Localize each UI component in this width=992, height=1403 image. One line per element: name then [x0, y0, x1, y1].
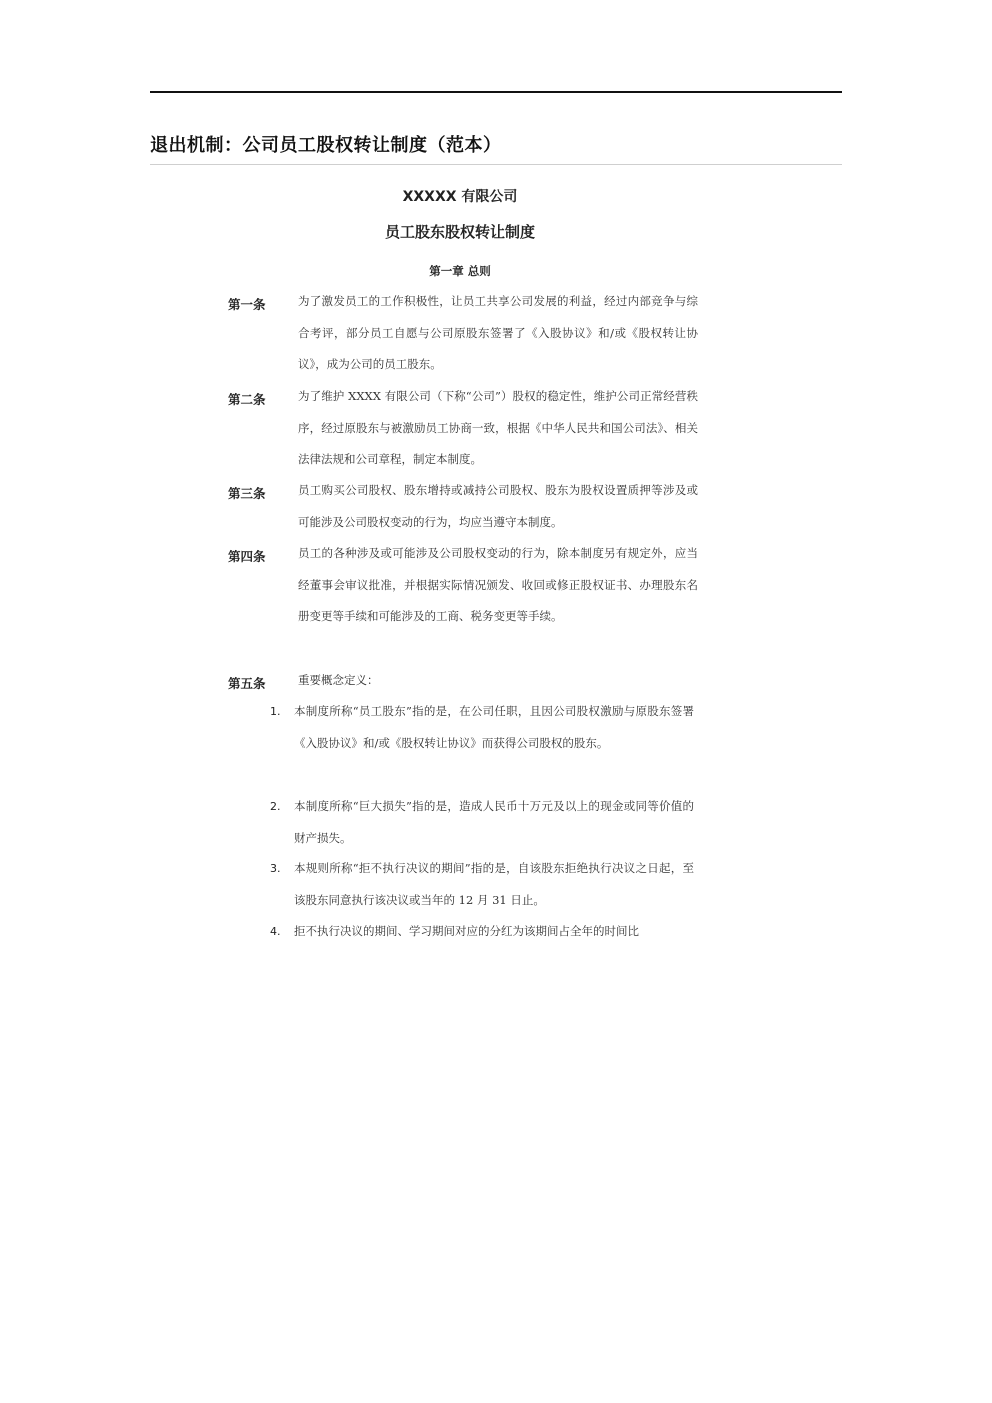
item-text: 本规则所称“拒不执行决议的期间”指的是，自该股东拒绝执行决议之日起，至该股东同意执行该决议或当年的 12 月 31 日止。: [294, 861, 694, 907]
item-number: 3.: [270, 862, 281, 875]
document-title: 员工股东股权转让制度: [384, 223, 535, 241]
article-text: 员工的各种涉及或可能涉及公司股权变动的行为，除本制度另有规定外，应当经董事会审议批准，并根据实际情况颁发、收回或修正股权证书、办理股东名册变更等手续和可能涉及的工商、税务变更等手续。: [298, 546, 698, 623]
title-divider: [150, 164, 842, 165]
item-text: 本制度所称“巨大损失”指的是，造成人民币十万元及以上的现金或同等价值的财产损失。: [294, 799, 694, 845]
item-text: 拒不执行决议的期间、学习期间对应的分红为该期间占全年的时间比: [294, 924, 639, 938]
top-rule: [150, 91, 842, 93]
item-number: 4.: [270, 925, 281, 938]
article-text: 员工购买公司股权、股东增持或减持公司股权、股东为股权设置质押等涉及或可能涉及公司股权变动的行为，均应当遵守本制度。: [298, 483, 698, 529]
article-number: 第一条: [228, 297, 266, 312]
item-text: 本制度所称“员工股东”指的是，在公司任职，且因公司股权激励与原股东签署《入股协议》和/或《股权转让协议》而获得公司股权的股东。: [294, 704, 694, 750]
page-title: 退出机制：公司员工股权转让制度（范本）: [150, 135, 502, 156]
company-name: XXXXX 有限公司: [402, 189, 518, 205]
article-number: 第三条: [228, 486, 266, 501]
article-text: 为了激发员工的工作积极性，让员工共享公司发展的利益，经过内部竞争与综合考评，部分员工自愿与公司原股东签署了《入股协议》和/或《股权转让协议》，成为公司的员工股东。: [298, 294, 698, 371]
chapter-heading: 第一章 总则: [429, 264, 491, 278]
article-number: 第二条: [228, 392, 266, 407]
article-text: 为了维护 XXXX 有限公司（下称“公司”）股权的稳定性，维护公司正常经营秩序，经过原股东与被激励员工协商一致，根据《中华人民共和国公司法》、相关法律法规和公司章程，制定本制度。: [298, 389, 698, 466]
item-number: 2.: [270, 800, 281, 813]
article-number: 第四条: [228, 549, 266, 564]
article-number: 第五条: [228, 676, 266, 691]
article-text: 重要概念定义：: [298, 673, 379, 687]
item-number: 1.: [270, 705, 281, 718]
